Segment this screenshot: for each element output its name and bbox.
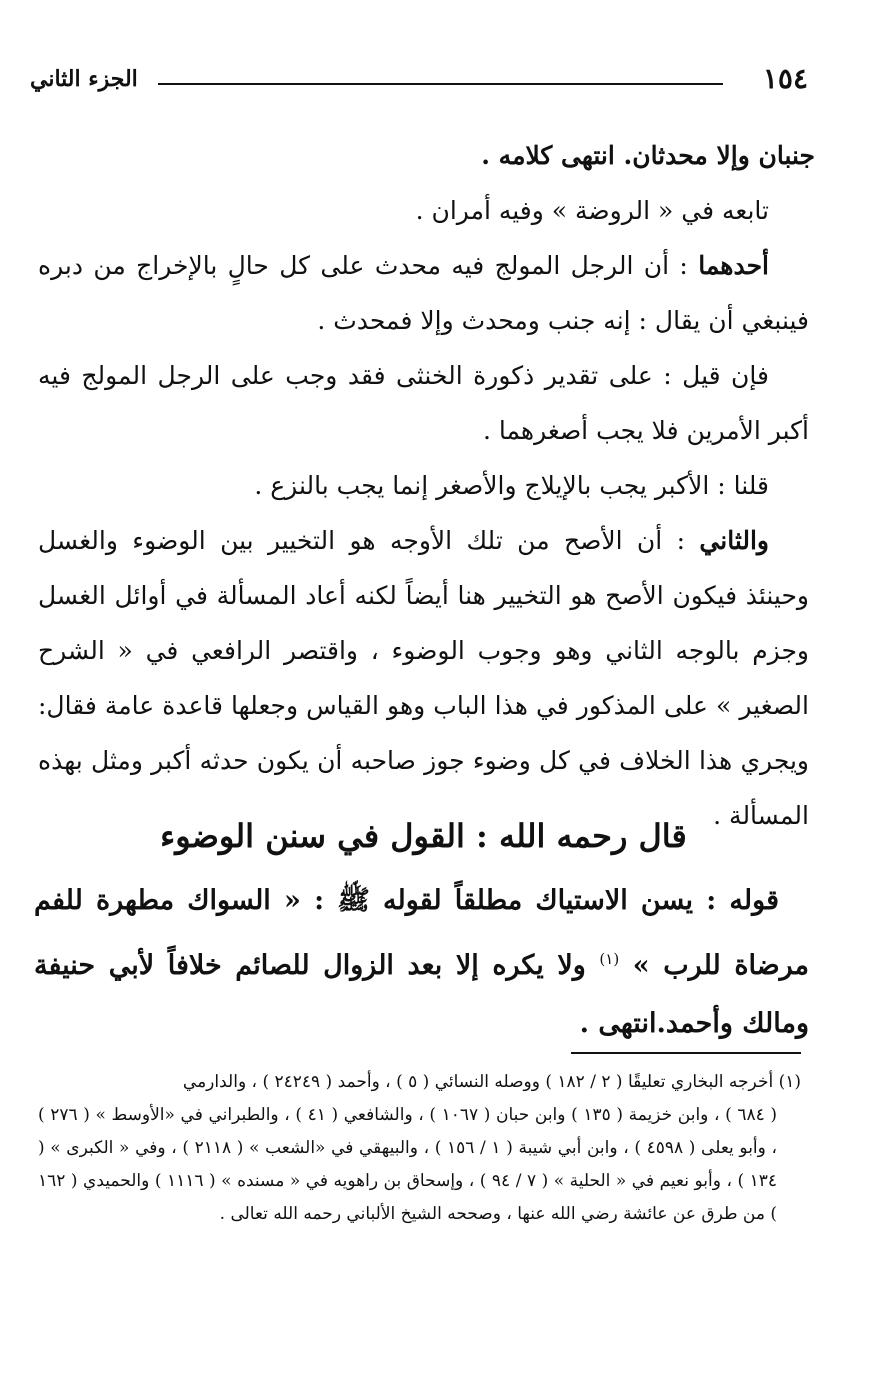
second-point-text: : أن الأصح من تلك الأوجه هو التخيير بين الوضوء والغسل وحينئذ فيكون الأصح هو التخيير هنا أيضاً لكنه أعاد المسألة في أوائل الغسل وجزم بالوجه الثاني وهو وجوب الوضوء ، واقتصر الرافعي في « الشرح الصغير » على المذكور في هذا الباب وهو القياس وجعلها قاعدة عامة فقال: ويجري هذا الخلاف في كل وضوء جوز صاحبه أن يكون حدثه أكبر ومثل بهذه المسألة . [38, 526, 809, 830]
footnote-1-first-line: (١) أخرجه البخاري تعليقًا ( ٢ / ١٨٢ ) ووصله النسائي ( ٥ ) ، وأحمد ( ٢٤٢٤٩ ) ، والدارمي [182, 1072, 801, 1092]
first-point-label: أحدهما [698, 251, 769, 280]
footnote-marker: (١) [599, 950, 620, 968]
footnote-separator [571, 1052, 801, 1054]
first-point-text: : أن الرجل المولج فيه محدث على كل حالٍ بالإخراج من دبره فينبغي أن يقال : إنه جنب ومحدث وإلا فمحدث . [38, 251, 809, 335]
paragraph-first-point [38, 238, 809, 348]
section-heading: قال رحمه الله : القول في سنن الوضوء [160, 817, 687, 855]
paragraph-reply: قلنا : الأكبر يجب بالإيلاج والأصغر إنما يجب بالنزع . [254, 471, 769, 500]
footnote-1-continuation: ( ٦٨٤ ) ، وابن خزيمة ( ١٣٥ ) وابن حبان ( ١٠٦٧ ) ، والشافعي ( ٤١ ) ، والطبراني في «الأوسط » ( ٢٧٦ ) ، وأبو يعلى ( ٤٥٩٨ ) ، وابن أبي شيبة ( ١ / ١٥٦ ) ، والبيهقي في «الشعب » ( ٢١١٨ ) ، وفي « الكبرى » ( ١٣٤ ) ، وأبو نعيم في « الحلية » ( ٧ / ٩٤ ) ، وإسحاق بن راهويه في « مسنده » ( ١١١٦ ) والحميدي ( ١٦٢ ) من طرق عن عائشة رضي الله عنها ، وصححه الشيخ الألباني رحمه الله تعالى . [38, 1105, 777, 1224]
paragraph-objection: فإن قيل : على تقدير ذكورة الخنثى فقد وجب على الرجل المولج فيه أكبر الأمرين فلا يجب أصغرهما . [38, 361, 809, 445]
main-text [38, 128, 815, 843]
running-header [30, 62, 808, 112]
quote-text-start: قوله : يسن الاستياك مطلقاً لقوله ﷺ : « السواك مطهرة للفم مرضاة للرب » [34, 885, 809, 981]
volume-title: الجزء الثاني [30, 66, 138, 92]
quote-text-end: ولا يكره إلا بعد الزوال للصائم خلافاً لأبي حنيفة ومالك وأحمد.انتهى . [34, 950, 809, 1039]
quoted-passage [34, 872, 809, 1053]
page-number: ١٥٤ [762, 62, 808, 95]
header-rule [158, 83, 723, 85]
opening-line: جنبان وإلا محدثان. انتهى كلامه . [481, 141, 815, 170]
second-point-label: والثاني [699, 526, 769, 555]
paragraph-second-point [38, 513, 809, 843]
paragraph-follow: تابعه في « الروضة » وفيه أمران . [415, 196, 769, 225]
footnotes [38, 1066, 801, 1231]
